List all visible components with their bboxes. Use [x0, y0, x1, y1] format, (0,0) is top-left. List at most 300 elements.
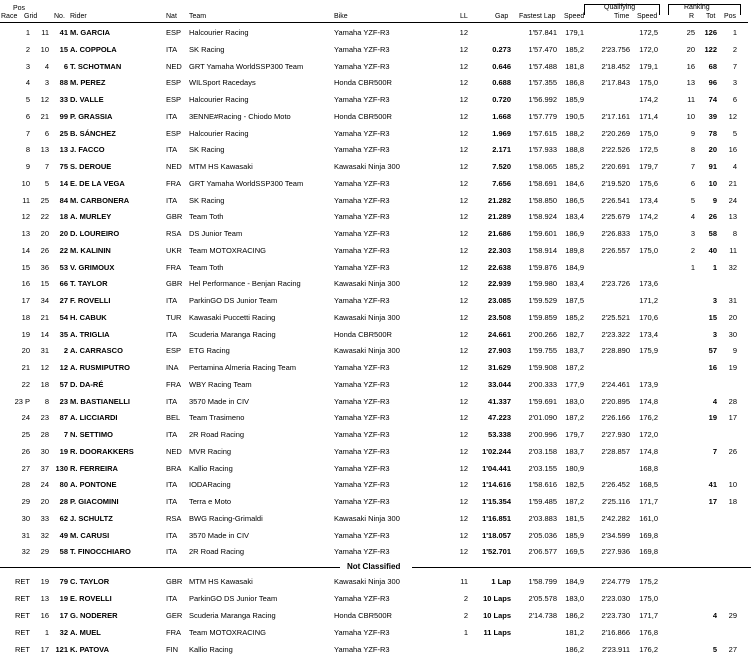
- cell-gap: 10 Laps: [483, 594, 511, 604]
- cell-r: 13: [686, 78, 695, 88]
- cell-rider: A. PONTONE: [70, 480, 117, 490]
- header-gap: Gap: [495, 13, 509, 20]
- cell-bike: Yamaha YZF-R3: [334, 44, 390, 54]
- cell-fl: 1'58.914: [528, 245, 557, 255]
- cell-qs: 175,0: [639, 594, 658, 604]
- cell-qt: 2'26.557: [601, 245, 630, 255]
- cell-bike: Yamaha YZF-R3: [334, 363, 390, 372]
- cell-rp: 4: [732, 162, 737, 171]
- cell-tot: 19: [708, 413, 717, 423]
- table-row: [0, 310, 751, 327]
- cell-tot: 26: [708, 212, 717, 222]
- cell-gap: 41.337: [488, 396, 511, 406]
- cell-team: Team Toth: [189, 262, 224, 272]
- cell-no: 121: [55, 645, 68, 655]
- cell-fl: 1'57.933: [528, 145, 557, 155]
- cell-fl: 1'59.529: [528, 296, 557, 305]
- cell-r: 1: [690, 262, 695, 272]
- cell-qt: 2'24.779: [601, 577, 630, 586]
- table-row: [0, 544, 751, 561]
- cell-grid: 5: [44, 178, 49, 188]
- cell-qt: 2'17.161: [601, 111, 630, 121]
- cell-ll: 12: [459, 279, 468, 289]
- cell-team: Terra e Moto: [189, 497, 232, 506]
- cell-no: 99: [59, 111, 68, 121]
- cell-race: 15: [21, 262, 30, 272]
- cell-bike: Yamaha YZF-R3: [334, 628, 390, 638]
- cell-bike: Kawasaki Ninja 300: [334, 577, 400, 586]
- cell-rp: 6: [732, 95, 737, 104]
- table-row: [0, 394, 751, 411]
- cell-gap: 11 Laps: [483, 628, 511, 638]
- cell-race: 26: [21, 446, 30, 456]
- cell-fl: 1'56.992: [528, 95, 557, 104]
- cell-spd: 183,4: [565, 279, 584, 289]
- cell-gap: 1'15.354: [482, 497, 511, 506]
- cell-fl: 1'57.488: [528, 61, 557, 71]
- cell-bike: Yamaha YZF-R3: [334, 594, 390, 604]
- cell-bike: Honda CBR500R: [334, 111, 392, 121]
- header-q-time: Time: [614, 13, 630, 20]
- cell-grid: 29: [40, 547, 49, 557]
- table-row: [0, 444, 751, 461]
- cell-fl: 1'58.616: [528, 480, 557, 490]
- cell-gap: 22.638: [488, 262, 511, 272]
- cell-grid: 36: [40, 262, 49, 272]
- cell-grid: 11: [41, 28, 49, 37]
- cell-spd: 185,9: [565, 95, 584, 104]
- cell-ll: 12: [459, 78, 468, 88]
- cell-qs: 161,0: [639, 513, 658, 523]
- header-nat: Nat: [166, 13, 177, 20]
- cell-gap: 1'14.616: [482, 480, 511, 490]
- cell-nat: ITA: [166, 111, 178, 121]
- cell-bike: Yamaha YZF-R3: [334, 61, 390, 71]
- cell-rp: 28: [728, 396, 737, 406]
- cell-tot: 41: [708, 480, 717, 490]
- cell-bike: Yamaha YZF-R3: [334, 480, 390, 490]
- table-row: [0, 193, 751, 210]
- cell-bike: Kawasaki Ninja 300: [334, 346, 400, 356]
- cell-race: 18: [21, 312, 30, 322]
- cell-nat: ESP: [166, 95, 182, 104]
- cell-fl: 1'59.980: [528, 279, 557, 289]
- cell-spd: 181,5: [565, 513, 584, 523]
- cell-bike: Yamaha YZF-R3: [334, 145, 390, 155]
- cell-ll: 2: [463, 611, 468, 621]
- cell-no: 12: [59, 363, 68, 372]
- cell-rp: 29: [728, 611, 737, 621]
- cell-team: Scuderia Maranga Racing: [189, 611, 276, 621]
- cell-spd: 187,2: [565, 497, 584, 506]
- cell-bike: Kawasaki Ninja 300: [334, 513, 400, 523]
- cell-qs: 173,4: [639, 329, 658, 339]
- cell-rider: N. SETTIMO: [70, 430, 113, 439]
- cell-ll: 12: [459, 413, 468, 423]
- cell-fl: 1'58.924: [528, 212, 557, 222]
- cell-fl: 2'03.155: [528, 463, 557, 473]
- cell-gap: 33.044: [488, 379, 511, 389]
- header-r: R: [689, 13, 695, 20]
- cell-rider: S. DEROUE: [70, 162, 112, 171]
- cell-no: 27: [59, 296, 68, 305]
- cell-grid: 21: [40, 312, 49, 322]
- cell-fl: 2'06.577: [528, 547, 557, 557]
- cell-rp: 1: [732, 28, 737, 37]
- cell-ll: 11: [460, 577, 468, 586]
- cell-gap: 22.303: [488, 245, 511, 255]
- cell-qs: 172,0: [639, 430, 658, 439]
- cell-rp: 3: [732, 78, 737, 88]
- cell-qs: 176,8: [639, 628, 658, 638]
- cell-tot: 40: [708, 245, 717, 255]
- table-row: [0, 477, 751, 494]
- cell-no: 62: [59, 513, 68, 523]
- cell-nat: FRA: [166, 178, 181, 188]
- cell-qs: 175,0: [639, 128, 658, 138]
- cell-r: 8: [690, 145, 695, 155]
- cell-tot: 4: [712, 396, 717, 406]
- cell-race: RET: [15, 611, 30, 621]
- cell-rp: 12: [728, 111, 737, 121]
- cell-rp: 8: [732, 229, 737, 238]
- cell-fl: 2'05.578: [528, 594, 557, 604]
- cell-race: 5: [25, 95, 30, 104]
- cell-rider: A. RUSMIPUTRO: [70, 363, 130, 372]
- cell-fl: 1'59.485: [528, 497, 557, 506]
- cell-fl: 1'58.799: [528, 577, 557, 586]
- cell-ll: 12: [459, 446, 468, 456]
- table-row: [0, 75, 751, 92]
- cell-bike: Honda CBR500R: [334, 78, 392, 88]
- table-row: [0, 260, 751, 277]
- cell-ll: 12: [459, 329, 468, 339]
- cell-spd: 183,7: [565, 346, 584, 356]
- cell-team: Kallio Racing: [189, 463, 233, 473]
- cell-race: 10: [21, 178, 30, 188]
- cell-nat: FIN: [166, 645, 179, 655]
- cell-ll: 12: [459, 396, 468, 406]
- cell-fl: 2'01.090: [528, 413, 557, 423]
- cell-ll: 12: [459, 195, 468, 205]
- cell-nat: GBR: [166, 577, 183, 586]
- cell-ll: 12: [459, 245, 468, 255]
- cell-qs: 171,4: [639, 111, 658, 121]
- cell-spd: 182,7: [565, 329, 584, 339]
- cell-ll: 12: [459, 229, 468, 238]
- cell-rider: D. LOUREIRO: [70, 229, 120, 238]
- cell-ll: 12: [459, 530, 468, 540]
- table-row: [0, 25, 751, 42]
- cell-rp: 17: [728, 413, 737, 423]
- cell-rider: D. VALLE: [70, 95, 104, 104]
- header-pos: Pos: [13, 5, 26, 12]
- cell-rider: A. COPPOLA: [70, 44, 117, 54]
- cell-fl: 1'57.779: [528, 111, 557, 121]
- cell-fl: 1'57.470: [528, 44, 557, 54]
- cell-qs: 169,8: [639, 530, 658, 540]
- cell-r: 10: [686, 111, 695, 121]
- table-row: [0, 343, 751, 360]
- cell-tot: 3: [712, 329, 717, 339]
- cell-tot: 58: [708, 229, 717, 238]
- cell-grid: 30: [40, 446, 49, 456]
- cell-nat: ITA: [166, 296, 178, 305]
- cell-r: 20: [686, 44, 695, 54]
- cell-spd: 186,2: [565, 611, 584, 621]
- cell-no: 23: [59, 396, 68, 406]
- cell-no: 19: [59, 446, 68, 456]
- cell-bike: Yamaha YZF-R3: [334, 95, 390, 104]
- cell-qt: 2'25.679: [601, 212, 630, 222]
- cell-tot: 57: [708, 346, 717, 356]
- cell-spd: 186,8: [565, 78, 584, 88]
- cell-bike: Yamaha YZF-R3: [334, 446, 390, 456]
- cell-qs: 173,6: [639, 279, 658, 289]
- cell-gap: 21.686: [488, 229, 511, 238]
- cell-grid: 7: [44, 162, 49, 171]
- cell-nat: ITA: [166, 497, 178, 506]
- cell-rp: 16: [728, 145, 737, 155]
- cell-fl: 1'59.691: [528, 396, 557, 406]
- cell-qs: 168,8: [639, 463, 658, 473]
- cell-race: 17: [21, 296, 30, 305]
- cell-qs: 171,7: [639, 611, 658, 621]
- cell-qs: 169,8: [639, 547, 658, 557]
- cell-gap: 23.508: [488, 312, 511, 322]
- cell-rider: P. GIACOMINI: [70, 497, 119, 506]
- cell-nat: FRA: [166, 262, 181, 272]
- cell-fl: 2'00.996: [528, 430, 557, 439]
- cell-race: 9: [25, 162, 30, 171]
- header-q-speed: Speed: [637, 13, 658, 20]
- cell-no: 130: [55, 463, 68, 473]
- cell-no: 33: [59, 95, 68, 104]
- cell-spd: 188,2: [565, 128, 584, 138]
- cell-spd: 180,9: [565, 463, 584, 473]
- cell-no: 79: [59, 577, 68, 586]
- cell-rp: 13: [728, 212, 737, 222]
- cell-fl: 1'57.355: [528, 78, 557, 88]
- cell-team: GRT Yamaha WorldSSP300 Team: [189, 178, 304, 188]
- cell-gap: 23.085: [488, 296, 511, 305]
- cell-qs: 176,2: [639, 645, 658, 655]
- cell-spd: 184,9: [565, 262, 584, 272]
- cell-gap: 1.969: [492, 128, 511, 138]
- cell-rider: E. ROVELLI: [70, 594, 112, 604]
- cell-spd: 188,8: [565, 145, 584, 155]
- cell-rp: 10: [728, 480, 737, 490]
- cell-bike: Kawasaki Ninja 300: [334, 279, 400, 289]
- cell-bike: Kawasaki Ninja 300: [334, 312, 400, 322]
- cell-tot: 74: [708, 95, 717, 104]
- cell-gap: 0.688: [492, 78, 511, 88]
- cell-team: SK Racing: [189, 44, 225, 54]
- cell-ll: 12: [459, 212, 468, 222]
- cell-race: 27: [21, 463, 30, 473]
- cell-bike: Yamaha YZF-R3: [334, 178, 390, 188]
- cell-race: 30: [21, 513, 30, 523]
- cell-gap: 1 Lap: [491, 577, 511, 586]
- cell-no: 17: [59, 611, 68, 621]
- header-rank-pos: Pos: [724, 13, 737, 20]
- cell-qt: 2'16.866: [601, 628, 630, 638]
- cell-grid: 10: [40, 44, 49, 54]
- cell-fl: 1'58.850: [528, 195, 557, 205]
- cell-grid: 1: [44, 628, 49, 638]
- cell-grid: 8: [44, 396, 49, 406]
- cell-r: 5: [690, 195, 695, 205]
- cell-r: 2: [690, 245, 695, 255]
- cell-spd: 185,2: [565, 44, 584, 54]
- cell-qt: 2'28.890: [601, 346, 630, 356]
- cell-rp: 30: [728, 329, 737, 339]
- cell-team: Team MOTOXRACING: [189, 628, 266, 638]
- cell-race: 4: [25, 78, 30, 88]
- cell-nat: RSA: [166, 513, 182, 523]
- cell-race: RET: [15, 645, 30, 655]
- cell-fl: 2'00.266: [528, 329, 557, 339]
- cell-rp: 24: [728, 195, 737, 205]
- cell-team: Kawasaki Puccetti Racing: [189, 312, 276, 322]
- cell-tot: 5: [712, 645, 717, 655]
- cell-team: Team Trasimeno: [189, 413, 245, 423]
- cell-spd: 183,4: [565, 212, 584, 222]
- cell-ll: 12: [459, 44, 468, 54]
- cell-qt: 2'26.833: [601, 229, 630, 238]
- cell-race: 31: [21, 530, 30, 540]
- cell-qs: 176,2: [639, 413, 658, 423]
- cell-race: 14: [21, 245, 30, 255]
- cell-race: 8: [25, 145, 30, 155]
- cell-team: WBY Racing Team: [189, 379, 252, 389]
- cell-spd: 186,5: [565, 195, 584, 205]
- cell-ll: 12: [459, 28, 468, 37]
- cell-race: 2: [25, 44, 30, 54]
- cell-qs: 172,5: [639, 145, 658, 155]
- cell-rp: 2: [732, 44, 737, 54]
- cell-gap: 22.939: [488, 279, 511, 289]
- cell-qt: 2'25.521: [601, 312, 630, 322]
- cell-race: 23 P: [14, 396, 30, 406]
- cell-bike: Yamaha YZF-R3: [334, 229, 390, 238]
- not-classified-row: [0, 591, 751, 608]
- cell-nat: INA: [166, 363, 179, 372]
- separator-line-right: [412, 567, 751, 568]
- cell-ll: 12: [459, 111, 468, 121]
- cell-race: 11: [22, 195, 30, 205]
- cell-spd: 181,2: [565, 628, 584, 638]
- header-no: No.: [54, 13, 65, 20]
- cell-qs: 175,6: [639, 178, 658, 188]
- cell-qs: 170,6: [639, 312, 658, 322]
- cell-r: 11: [687, 95, 695, 104]
- cell-rp: 5: [732, 128, 737, 138]
- cell-tot: 122: [704, 44, 717, 54]
- cell-rp: 7: [732, 61, 737, 71]
- cell-rider: M. BASTIANELLI: [70, 396, 130, 406]
- header-bike: Bike: [334, 13, 348, 20]
- cell-ll: 12: [459, 379, 468, 389]
- cell-ll: 12: [459, 430, 468, 439]
- cell-team: ParkinGO DS Junior Team: [189, 296, 278, 305]
- not-classified-label: Not Classified: [347, 562, 401, 571]
- cell-rider: B. SÁNCHEZ: [70, 128, 116, 138]
- cell-rider: T. SCHOTMAN: [70, 61, 122, 71]
- cell-gap: 2.171: [492, 145, 511, 155]
- cell-qs: 174,8: [639, 446, 658, 456]
- cell-tot: 96: [708, 78, 717, 88]
- cell-gap: 31.629: [488, 363, 511, 372]
- cell-gap: 1'04.441: [482, 463, 511, 473]
- cell-race: 24: [21, 413, 30, 423]
- cell-grid: 6: [44, 128, 49, 138]
- table-row: [0, 276, 751, 293]
- cell-team: DS Junior Team: [189, 229, 243, 238]
- cell-rider: A. LICCIARDI: [70, 413, 118, 423]
- cell-qs: 168,5: [639, 480, 658, 490]
- cell-rider: J. SCHULTZ: [70, 513, 113, 523]
- cell-qs: 172,5: [639, 28, 658, 37]
- cell-qt: 2'26.166: [601, 413, 630, 423]
- cell-ll: 12: [459, 463, 468, 473]
- cell-fl: 2'03.883: [528, 513, 557, 523]
- cell-grid: 12: [40, 95, 49, 104]
- cell-qs: 175,2: [639, 577, 658, 586]
- cell-no: 15: [59, 44, 68, 54]
- cell-rp: 27: [728, 645, 737, 655]
- cell-gap: 21.282: [488, 195, 511, 205]
- cell-r: 6: [690, 178, 695, 188]
- cell-fl: 2'00.333: [528, 379, 557, 389]
- cell-tot: 1: [712, 262, 717, 272]
- cell-ll: 12: [459, 128, 468, 138]
- cell-spd: 183,0: [565, 594, 584, 604]
- cell-team: Halcourier Racing: [189, 28, 249, 37]
- cell-no: 75: [59, 162, 68, 171]
- cell-tot: 7: [712, 446, 717, 456]
- cell-rider: A. CARRASCO: [70, 346, 123, 356]
- cell-grid: 17: [40, 645, 49, 655]
- cell-qs: 174,2: [639, 212, 658, 222]
- cell-r: 25: [686, 28, 695, 37]
- cell-rider: T. FINOCCHIARO: [70, 547, 131, 557]
- cell-qs: 179,7: [639, 162, 658, 171]
- cell-bike: Honda CBR500R: [334, 611, 392, 621]
- cell-nat: ITA: [166, 430, 178, 439]
- table-row: [0, 461, 751, 478]
- cell-r: 3: [690, 229, 695, 238]
- cell-grid: 21: [40, 111, 49, 121]
- cell-race: 22: [21, 379, 30, 389]
- cell-qt: 2'23.730: [601, 611, 630, 621]
- cell-nat: ITA: [166, 547, 178, 557]
- cell-r: 7: [690, 162, 695, 171]
- cell-rider: D. DA-RÉ: [70, 379, 104, 389]
- cell-spd: 185,2: [565, 312, 584, 322]
- cell-race: 21: [21, 363, 30, 372]
- not-classified-row: [0, 642, 751, 659]
- cell-nat: ITA: [166, 530, 178, 540]
- cell-spd: 179,1: [565, 28, 584, 37]
- cell-spd: 185,9: [565, 530, 584, 540]
- cell-nat: NED: [166, 61, 182, 71]
- cell-rider: A. MUEL: [70, 628, 101, 638]
- cell-grid: 26: [40, 245, 49, 255]
- header-qualifying: Qualifying: [604, 4, 636, 11]
- table-row: [0, 360, 751, 377]
- not-classified-row: [0, 574, 751, 591]
